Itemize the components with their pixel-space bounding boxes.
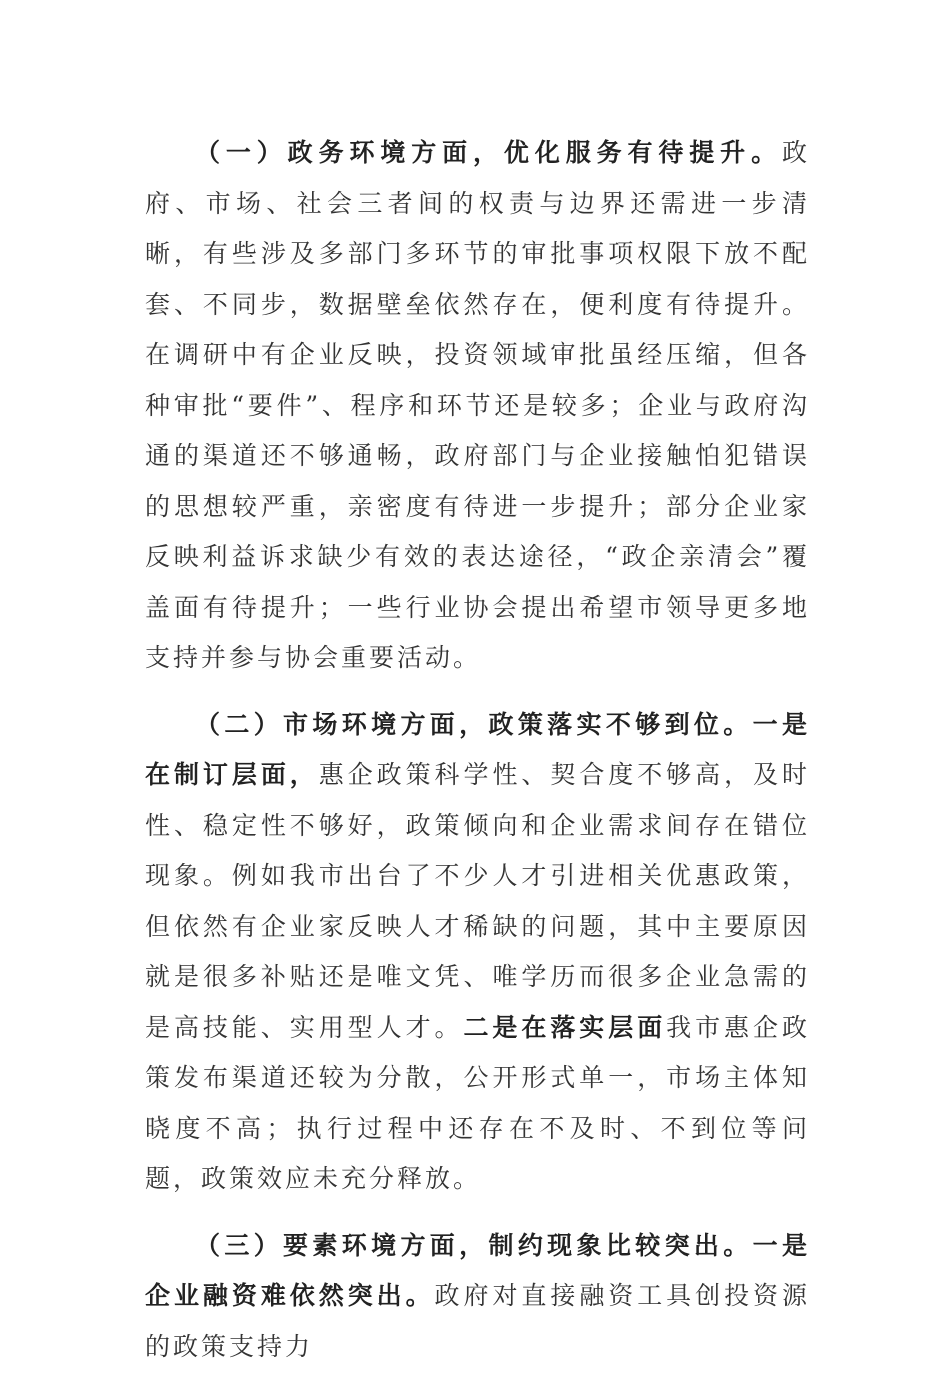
paragraph-factor-environment [145,1221,810,1373]
paragraph-government-environment [145,128,810,684]
section-heading: （三）要素环境方面，制约现象比较突出。 [195,1230,753,1260]
paragraph-market-environment [145,700,810,1205]
document-body [145,128,810,1388]
section-heading: （一）政务环境方面，优化服务有待提升。 [195,138,782,167]
subpoint-heading: 二是在落实层面 [463,1012,667,1042]
subpoint-heading: 一是企业融资难依然突出。 [145,1230,810,1310]
paragraph-text: 惠企政策科学性、契合度不够高，及时性、稳定性不够好，政策倾向和企业需求间存在错位现象。例如我市出台了不少人才引进相关优惠政策，但依然有企业家反映人才稀缺的问题，其中主要原因就是很多补贴还是唯文凭、唯学历而很多企业急需的是高技能、实用型人才。 [145,760,810,1042]
section-heading: （二）市场环境方面，政策落实不够到位。 [195,709,753,739]
paragraph-text: 政府对直接融资工具创投资源的政策支持力 [145,1281,810,1361]
paragraph-text: 我市惠企政策发布渠道还较为分散，公开形式单一，市场主体知晓度不高；执行过程中还存在不及时、不到位等问题，政策效应未充分释放。 [145,1012,810,1193]
paragraph-text: 政府、市场、社会三者间的权责与边界还需进一步清晰，有些涉及多部门多环节的审批事项权限下放不配套、不同步，数据壁垒依然存在，便利度有待提升。在调研中有企业反映，投资领域审批虽经压缩，但各种审批“要件”、程序和环节还是较多；企业与政府沟通的渠道还不够通畅，政府部门与企业接触怕犯错误的思想较严重，亲密度有待进一步提升；部分企业家反映利益诉求缺少有效的表达途径，“政企亲清会”覆盖面有待提升；一些行业协会提出希望市领导更多地支持并参与协会重要活动。 [145,138,810,672]
subpoint-heading: 一是在制订层面， [145,709,810,789]
